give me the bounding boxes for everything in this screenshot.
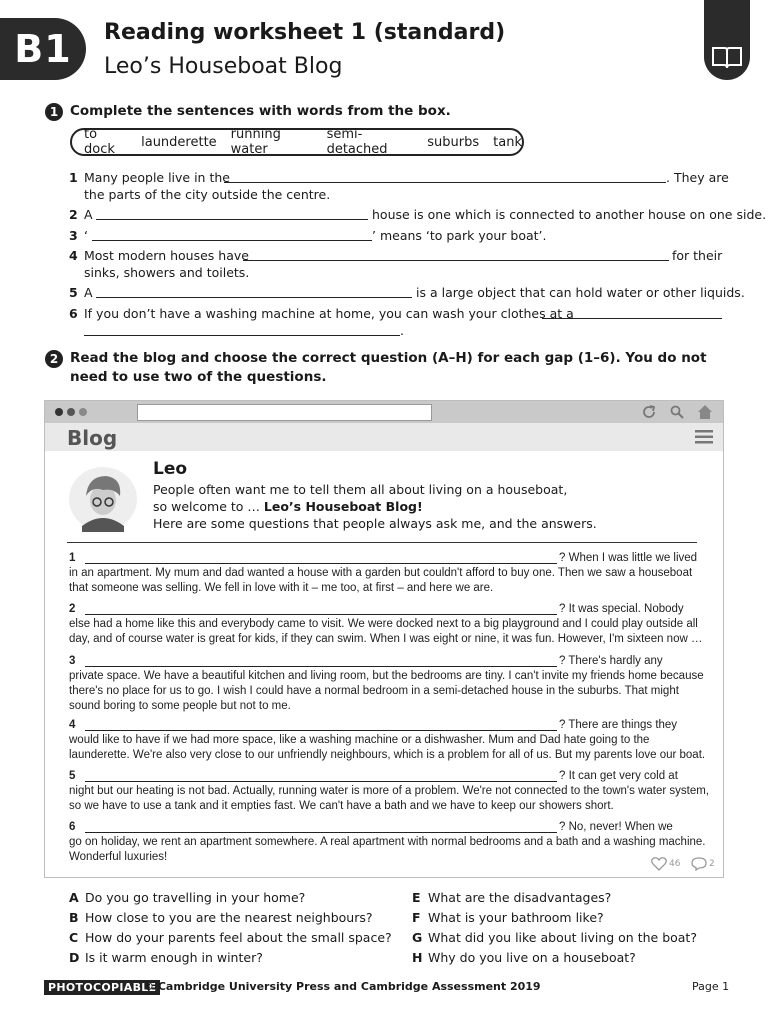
- exercise-2-instruction: Read the blog and choose the correct question (A–H) for each gap (1–6). You do not need to use two of the questions.: [70, 350, 707, 385]
- window-dot: [67, 408, 75, 416]
- blog-paragraph-5: 5 ? It can get very cold at night but our heating is not bad. Actually, running water is more of a problem. We're not connected to the town's water system, so we have to use a tank and it empties fast. We can't have a bath and we have to keep our showers short.: [69, 770, 710, 812]
- word-box-item: launderette: [141, 134, 217, 150]
- answer-gap[interactable]: [84, 324, 400, 336]
- answer-gap[interactable]: [96, 208, 368, 220]
- book-tab: [704, 0, 750, 80]
- heart-icon[interactable]: [651, 857, 667, 871]
- sentence-text: If you don’t have a washing machine at home, you can wash your clothes at a: [84, 306, 574, 321]
- question-option: D Is it warm enough in winter?: [69, 950, 263, 965]
- questions-right: [412, 888, 742, 968]
- question-option: E What are the disadvantages?: [412, 890, 612, 905]
- word-box-item: tank: [493, 134, 522, 150]
- answer-gap[interactable]: [85, 719, 557, 731]
- avatar: [68, 466, 138, 532]
- blog-paragraph-6: 6 ? No, never! When we go on holiday, we rent an apartment somewhere. A real apartment with normal bedrooms and a bath and a washing machine. Wonderful luxuries!: [69, 821, 706, 863]
- question-option: H Why do you live on a houseboat?: [412, 950, 636, 965]
- sentence-2: [0, 206, 768, 223]
- refresh-icon[interactable]: [641, 404, 657, 420]
- window-dot: [55, 408, 63, 416]
- questions-left: [69, 888, 399, 968]
- blog-intro-line: so welcome to … Leo’s Houseboat Blog!: [153, 499, 423, 514]
- sentence-number: 6: [69, 306, 78, 321]
- sentence-text: A: [84, 285, 93, 300]
- sentence-text: house is one which is connected to another house on one side.: [372, 207, 767, 222]
- blog-author: Leo: [153, 459, 188, 479]
- sentence-text: . They are: [666, 170, 729, 185]
- sentence-number: 5: [69, 285, 78, 300]
- level-badge: B1: [0, 18, 86, 80]
- sentence-3: [0, 227, 768, 244]
- question-option: G What did you like about living on the boat?: [412, 930, 697, 945]
- answer-gap[interactable]: [92, 229, 372, 241]
- exercise-1-number: 1: [45, 103, 63, 121]
- like-count: 46: [669, 859, 681, 869]
- search-icon[interactable]: [669, 404, 685, 420]
- sentence-text: ’ means ‘to park your boat’.: [372, 228, 547, 243]
- browser-toolbar: [45, 401, 723, 423]
- sentence-text: A: [84, 207, 93, 222]
- word-box-item: running water: [230, 127, 281, 157]
- sentence-number: 4: [69, 248, 78, 263]
- sentence-number: 3: [69, 228, 78, 243]
- worksheet-subtitle: Leo’s Houseboat Blog: [104, 54, 343, 79]
- blog-browser-window: [44, 400, 724, 878]
- question-option: F What is your bathroom like?: [412, 910, 604, 925]
- sentence-number: 2: [69, 207, 78, 222]
- blog-paragraph-1: 1 ? When I was little we lived in an apartment. My mum and dad wanted a house with a garden but couldn't afford to buy one. Then we saw a houseboat that someone was selling. We fell in love with it – me too, at first – and here we are.: [69, 552, 698, 594]
- blog-name: Leo’s Houseboat Blog!: [263, 499, 423, 514]
- sentence-continuation: sinks, showers and toilets.: [84, 265, 250, 280]
- blog-logo: Blog: [67, 426, 118, 450]
- question-option: B How close to you are the nearest neighbours?: [69, 910, 373, 925]
- comment-count: 2: [709, 859, 715, 869]
- sentence-text: ‘: [84, 228, 88, 243]
- word-box: [70, 128, 524, 156]
- comment-icon[interactable]: [691, 857, 707, 871]
- sentence-continuation: the parts of the city outside the centre.: [84, 187, 331, 202]
- answer-gap[interactable]: [85, 821, 557, 833]
- word-box-item: semi-detached: [326, 127, 388, 157]
- sentence-number: 1: [69, 170, 78, 185]
- answer-gap[interactable]: [85, 603, 557, 615]
- answer-gap[interactable]: [542, 307, 722, 319]
- answer-gap[interactable]: [85, 655, 557, 667]
- answer-gap[interactable]: [224, 171, 666, 183]
- home-icon[interactable]: [697, 404, 713, 420]
- blog-paragraph-4: 4 ? There are things they would like to have if we had more space, like a washing machine or a dishwasher. Mum and Dad hate going to the launderette. We're also very close to our unfriendly neighbours, which is a problem for all of us. But my parents love our boat.: [69, 719, 706, 761]
- sentence-6-line-2: [84, 322, 414, 339]
- blog-header-bar: [45, 423, 723, 451]
- blog-intro: [153, 481, 597, 532]
- exercise-1-instruction: Complete the sentences with words from the box.: [70, 103, 451, 119]
- worksheet-title: Reading worksheet 1 (standard): [104, 20, 506, 45]
- sentence-text: .: [400, 323, 404, 338]
- blog-intro-line: People often want me to tell them all about living on a houseboat,: [153, 482, 568, 497]
- page-number: Page 1: [692, 980, 730, 993]
- photocopiable-badge: PHOTOCOPIABLE: [44, 980, 160, 995]
- sentence-text: Many people live in the: [84, 170, 230, 185]
- exercise-2-number: 2: [45, 350, 63, 368]
- sentence-5: [0, 284, 768, 301]
- sentence-text: is a large object that can hold water or other liquids.: [416, 285, 745, 300]
- sentence-text: for their: [672, 248, 723, 263]
- divider: [67, 542, 697, 543]
- answer-gap[interactable]: [96, 286, 412, 298]
- answer-gap[interactable]: [85, 770, 557, 782]
- address-bar[interactable]: [137, 404, 432, 421]
- question-option: A Do you go travelling in your home?: [69, 890, 306, 905]
- answer-gap[interactable]: [85, 552, 557, 564]
- blog-paragraph-2: 2 ? It was special. Nobody else had a home like this and everybody came to visit. We were docked next to a big playground and I could play outside all day, and of course water is great for kids, if they can swim. When I was eight or nine, it was fun. However, I'm sixteen now …: [69, 603, 703, 645]
- word-box-item: to dock: [84, 127, 115, 157]
- copyright: © Cambridge University Press and Cambridge Assessment 2019: [143, 980, 541, 993]
- blog-paragraph-3: 3 ? There's hardly any private space. We have a beautiful kitchen and living room, but the bedrooms are tiny. I can't invite my friends home because there's no place for us to go. I wish I could have a normal bedroom in a semi-detached house in the suburbs. That might sound boring to some people but not to me.: [69, 655, 704, 712]
- book-icon: [711, 44, 743, 70]
- question-option: C How do your parents feel about the small space?: [69, 930, 392, 945]
- sentence-1: [0, 169, 768, 186]
- answer-gap[interactable]: [243, 249, 669, 261]
- sentence-text: Most modern houses have: [84, 248, 249, 263]
- menu-icon[interactable]: [695, 430, 713, 444]
- word-box-item: suburbs: [427, 134, 480, 150]
- blog-intro-line: Here are some questions that people always ask me, and the answers.: [153, 516, 597, 531]
- sentence-6: [0, 305, 768, 322]
- sentence-4: [0, 247, 768, 264]
- window-dot: [79, 408, 87, 416]
